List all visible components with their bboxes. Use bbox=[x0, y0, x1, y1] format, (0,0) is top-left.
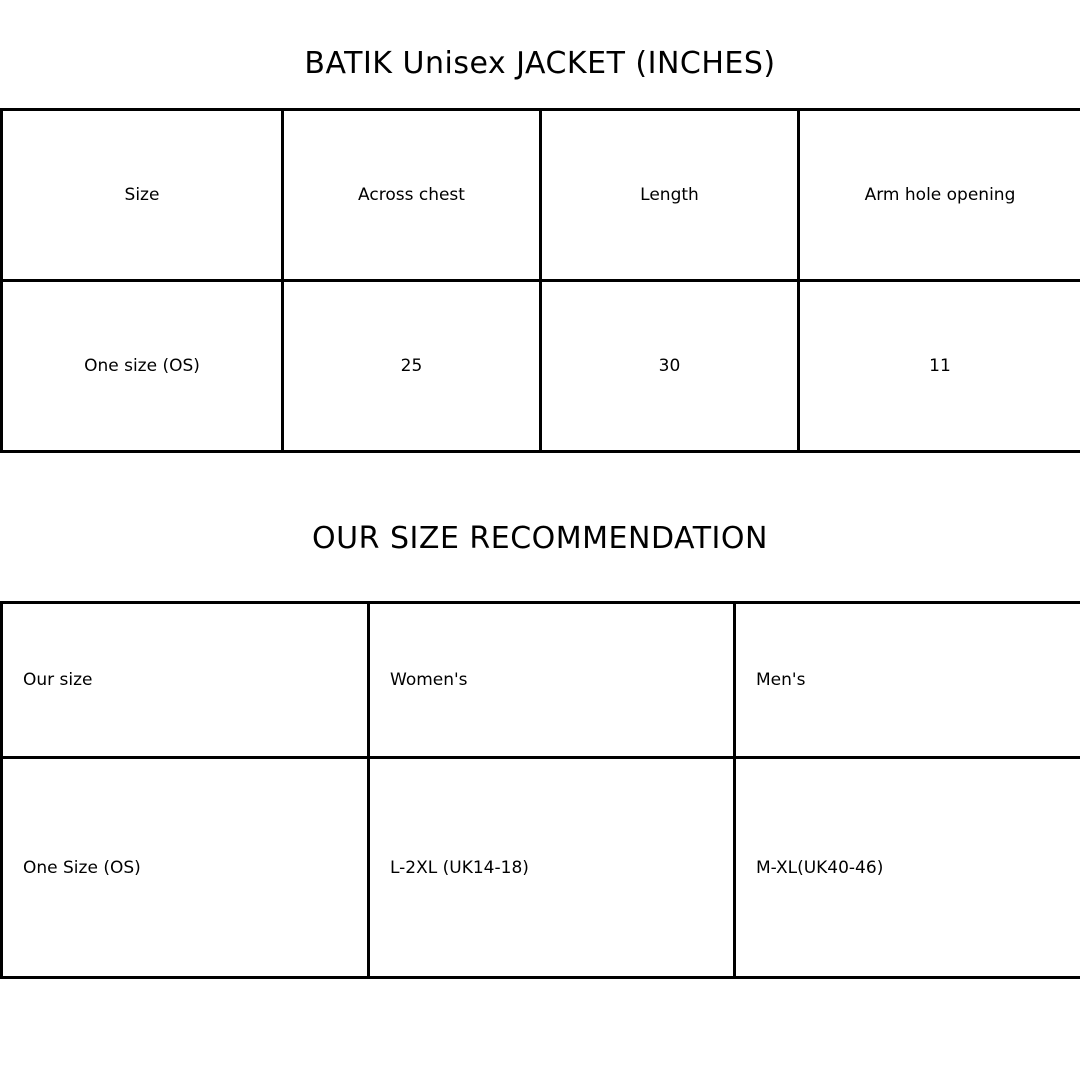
recommendation-table bbox=[0, 601, 1080, 979]
size-chart-title: BATIK Unisex JACKET (INCHES) bbox=[304, 46, 776, 81]
cell-length-value: 30 bbox=[541, 281, 799, 452]
table-row bbox=[2, 281, 1080, 452]
cell-womens-value: L-2XL (UK14-18) bbox=[369, 758, 735, 978]
size-chart-table bbox=[0, 108, 1080, 453]
table-header-row bbox=[2, 110, 1080, 281]
header-cell-our-size: Our size bbox=[2, 603, 369, 758]
header-cell-length: Length bbox=[541, 110, 799, 281]
cell-across-chest-value: 25 bbox=[283, 281, 541, 452]
table-header-row bbox=[2, 603, 1080, 758]
header-cell-arm-hole-opening: Arm hole opening bbox=[799, 110, 1080, 281]
header-cell-womens: Women's bbox=[369, 603, 735, 758]
cell-arm-hole-value: 11 bbox=[799, 281, 1080, 452]
header-cell-across-chest: Across chest bbox=[283, 110, 541, 281]
cell-size-value: One size (OS) bbox=[2, 281, 283, 452]
cell-mens-value: M-XL(UK40-46) bbox=[735, 758, 1080, 978]
table-row bbox=[2, 758, 1080, 978]
header-cell-mens: Men's bbox=[735, 603, 1080, 758]
recommendation-title: OUR SIZE RECOMMENDATION bbox=[312, 521, 768, 556]
cell-our-size-value: One Size (OS) bbox=[2, 758, 369, 978]
header-cell-size: Size bbox=[2, 110, 283, 281]
